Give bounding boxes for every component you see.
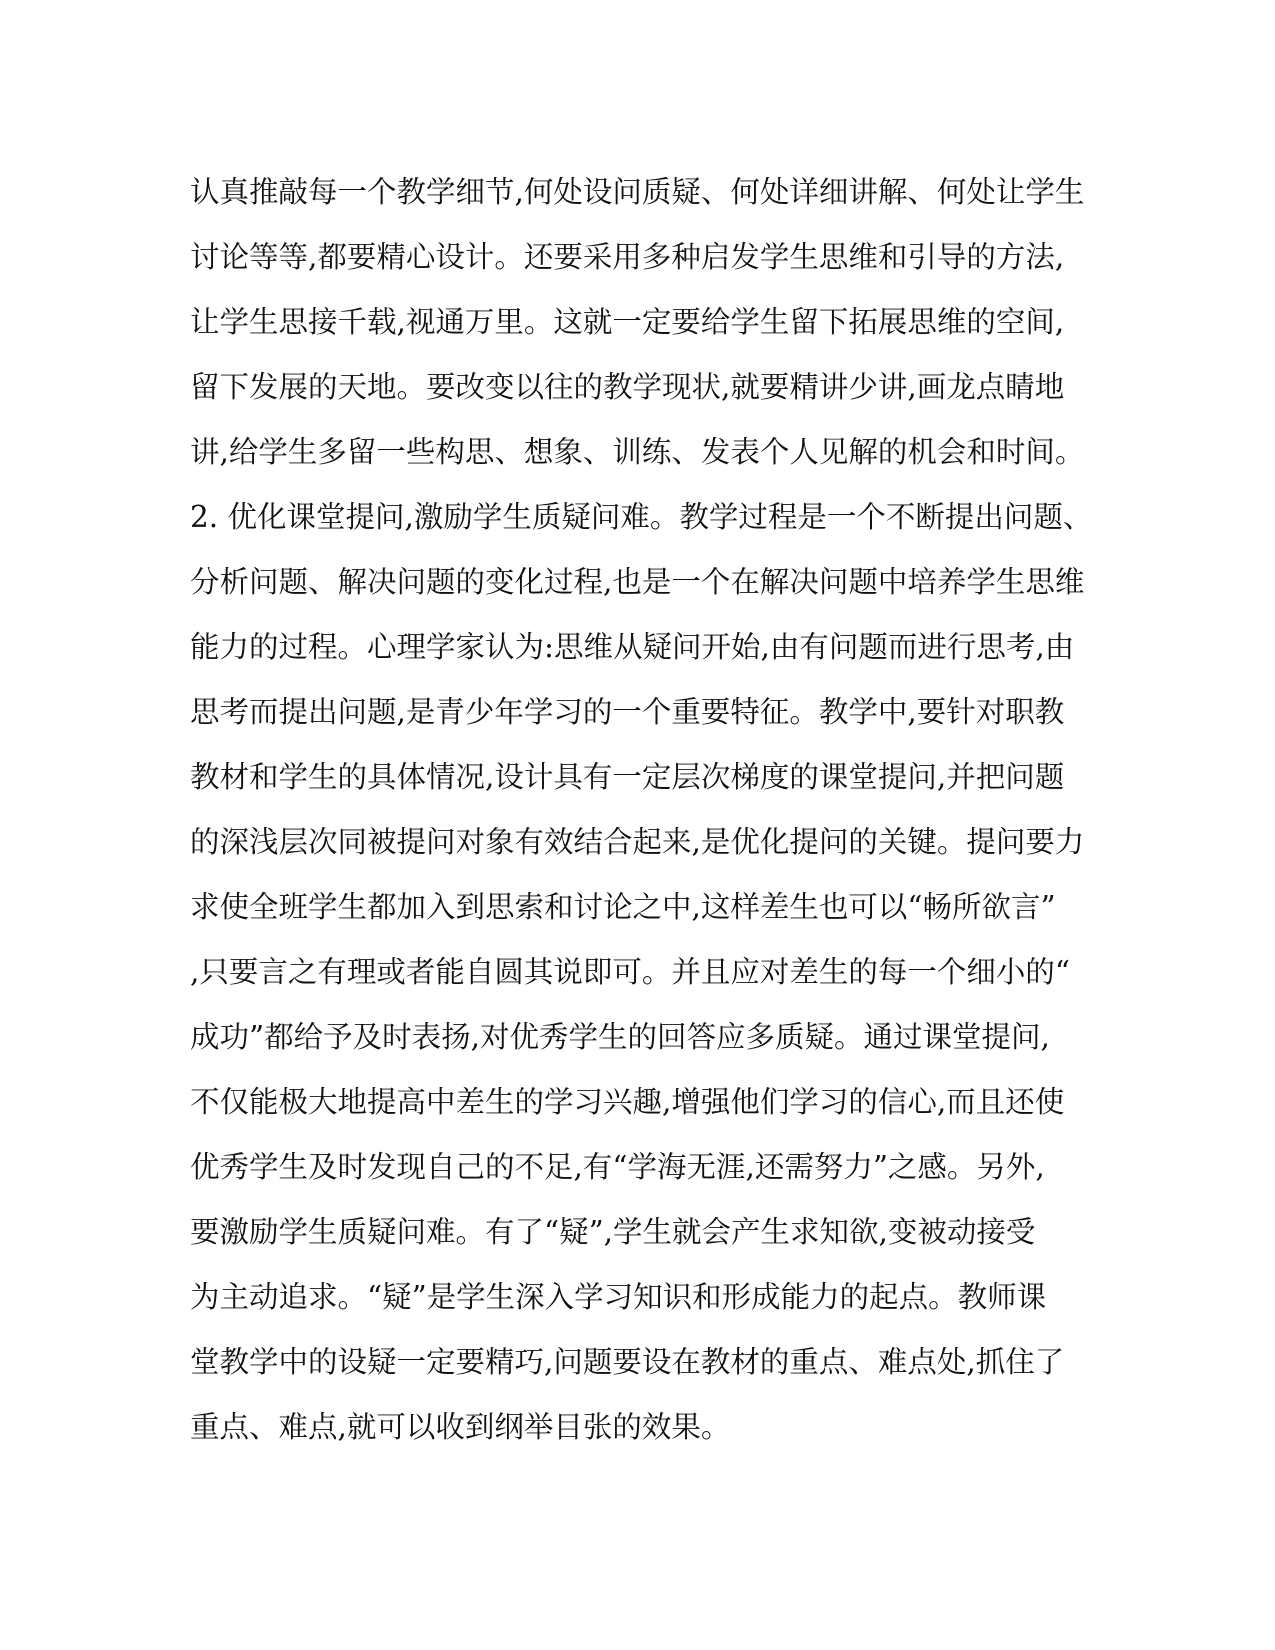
text-line: 成功”都给予及时表扬,对优秀学生的回答应多质疑。通过课堂提问, <box>190 1020 1050 1054</box>
text-line: 重点、难点,就可以收到纲举目张的效果。 <box>190 1410 731 1444</box>
text-line: 教材和学生的具体情况,设计具有一定层次梯度的课堂提问,并把问题 <box>190 760 1065 794</box>
text-line: 认真推敲每一个教学细节,何处设问质疑、何处详细讲解、何处让学生 <box>190 175 1085 209</box>
text-line: 为主动追求。“疑”是学生深入学习知识和形成能力的起点。教师课 <box>190 1280 1047 1314</box>
text-line: 的深浅层次同被提问对象有效结合起来,是优化提问的关键。提问要力 <box>190 825 1085 859</box>
text-line: 让学生思接千载,视通万里。这就一定要给学生留下拓展思维的空间, <box>190 305 1065 339</box>
text-line: 优秀学生及时发现自己的不足,有“学海无涯,还需努力”之感。另外, <box>190 1150 1045 1184</box>
text-line: 留下发展的天地。要改变以往的教学现状,就要精讲少讲,画龙点睛地 <box>190 370 1065 404</box>
text-line: 堂教学中的设疑一定要精巧,问题要设在教材的重点、难点处,抓住了 <box>190 1345 1065 1379</box>
text-line: 不仅能极大地提高中差生的学习兴趣,增强他们学习的信心,而且还使 <box>190 1085 1065 1119</box>
text-line: 2. 优化课堂提问,激励学生质疑问难。教学过程是一个不断提出问题、 <box>190 500 1093 534</box>
text-line: 思考而提出问题,是青少年学习的一个重要特征。教学中,要针对职教 <box>190 695 1065 729</box>
text-line: ,只要言之有理或者能自圆其说即可。并且应对差生的每一个细小的“ <box>190 955 1070 989</box>
text-line: 分析问题、解决问题的变化过程,也是一个在解决问题中培养学生思维 <box>190 565 1085 599</box>
text-line: 讨论等等,都要精心设计。还要采用多种启发学生思维和引导的方法, <box>190 240 1065 274</box>
text-line: 讲,给学生多留一些构思、想象、训练、发表个人见解的机会和时间。 <box>190 435 1085 469</box>
text-line: 能力的过程。心理学家认为:思维从疑问开始,由有问题而进行思考,由 <box>190 630 1075 664</box>
text-line: 要激励学生质疑问难。有了“疑”,学生就会产生求知欲,变被动接受 <box>190 1215 1036 1249</box>
text-line: 求使全班学生都加入到思索和讨论之中,这样差生也可以“畅所欲言” <box>190 890 1056 924</box>
body-text <box>190 160 1093 1460</box>
